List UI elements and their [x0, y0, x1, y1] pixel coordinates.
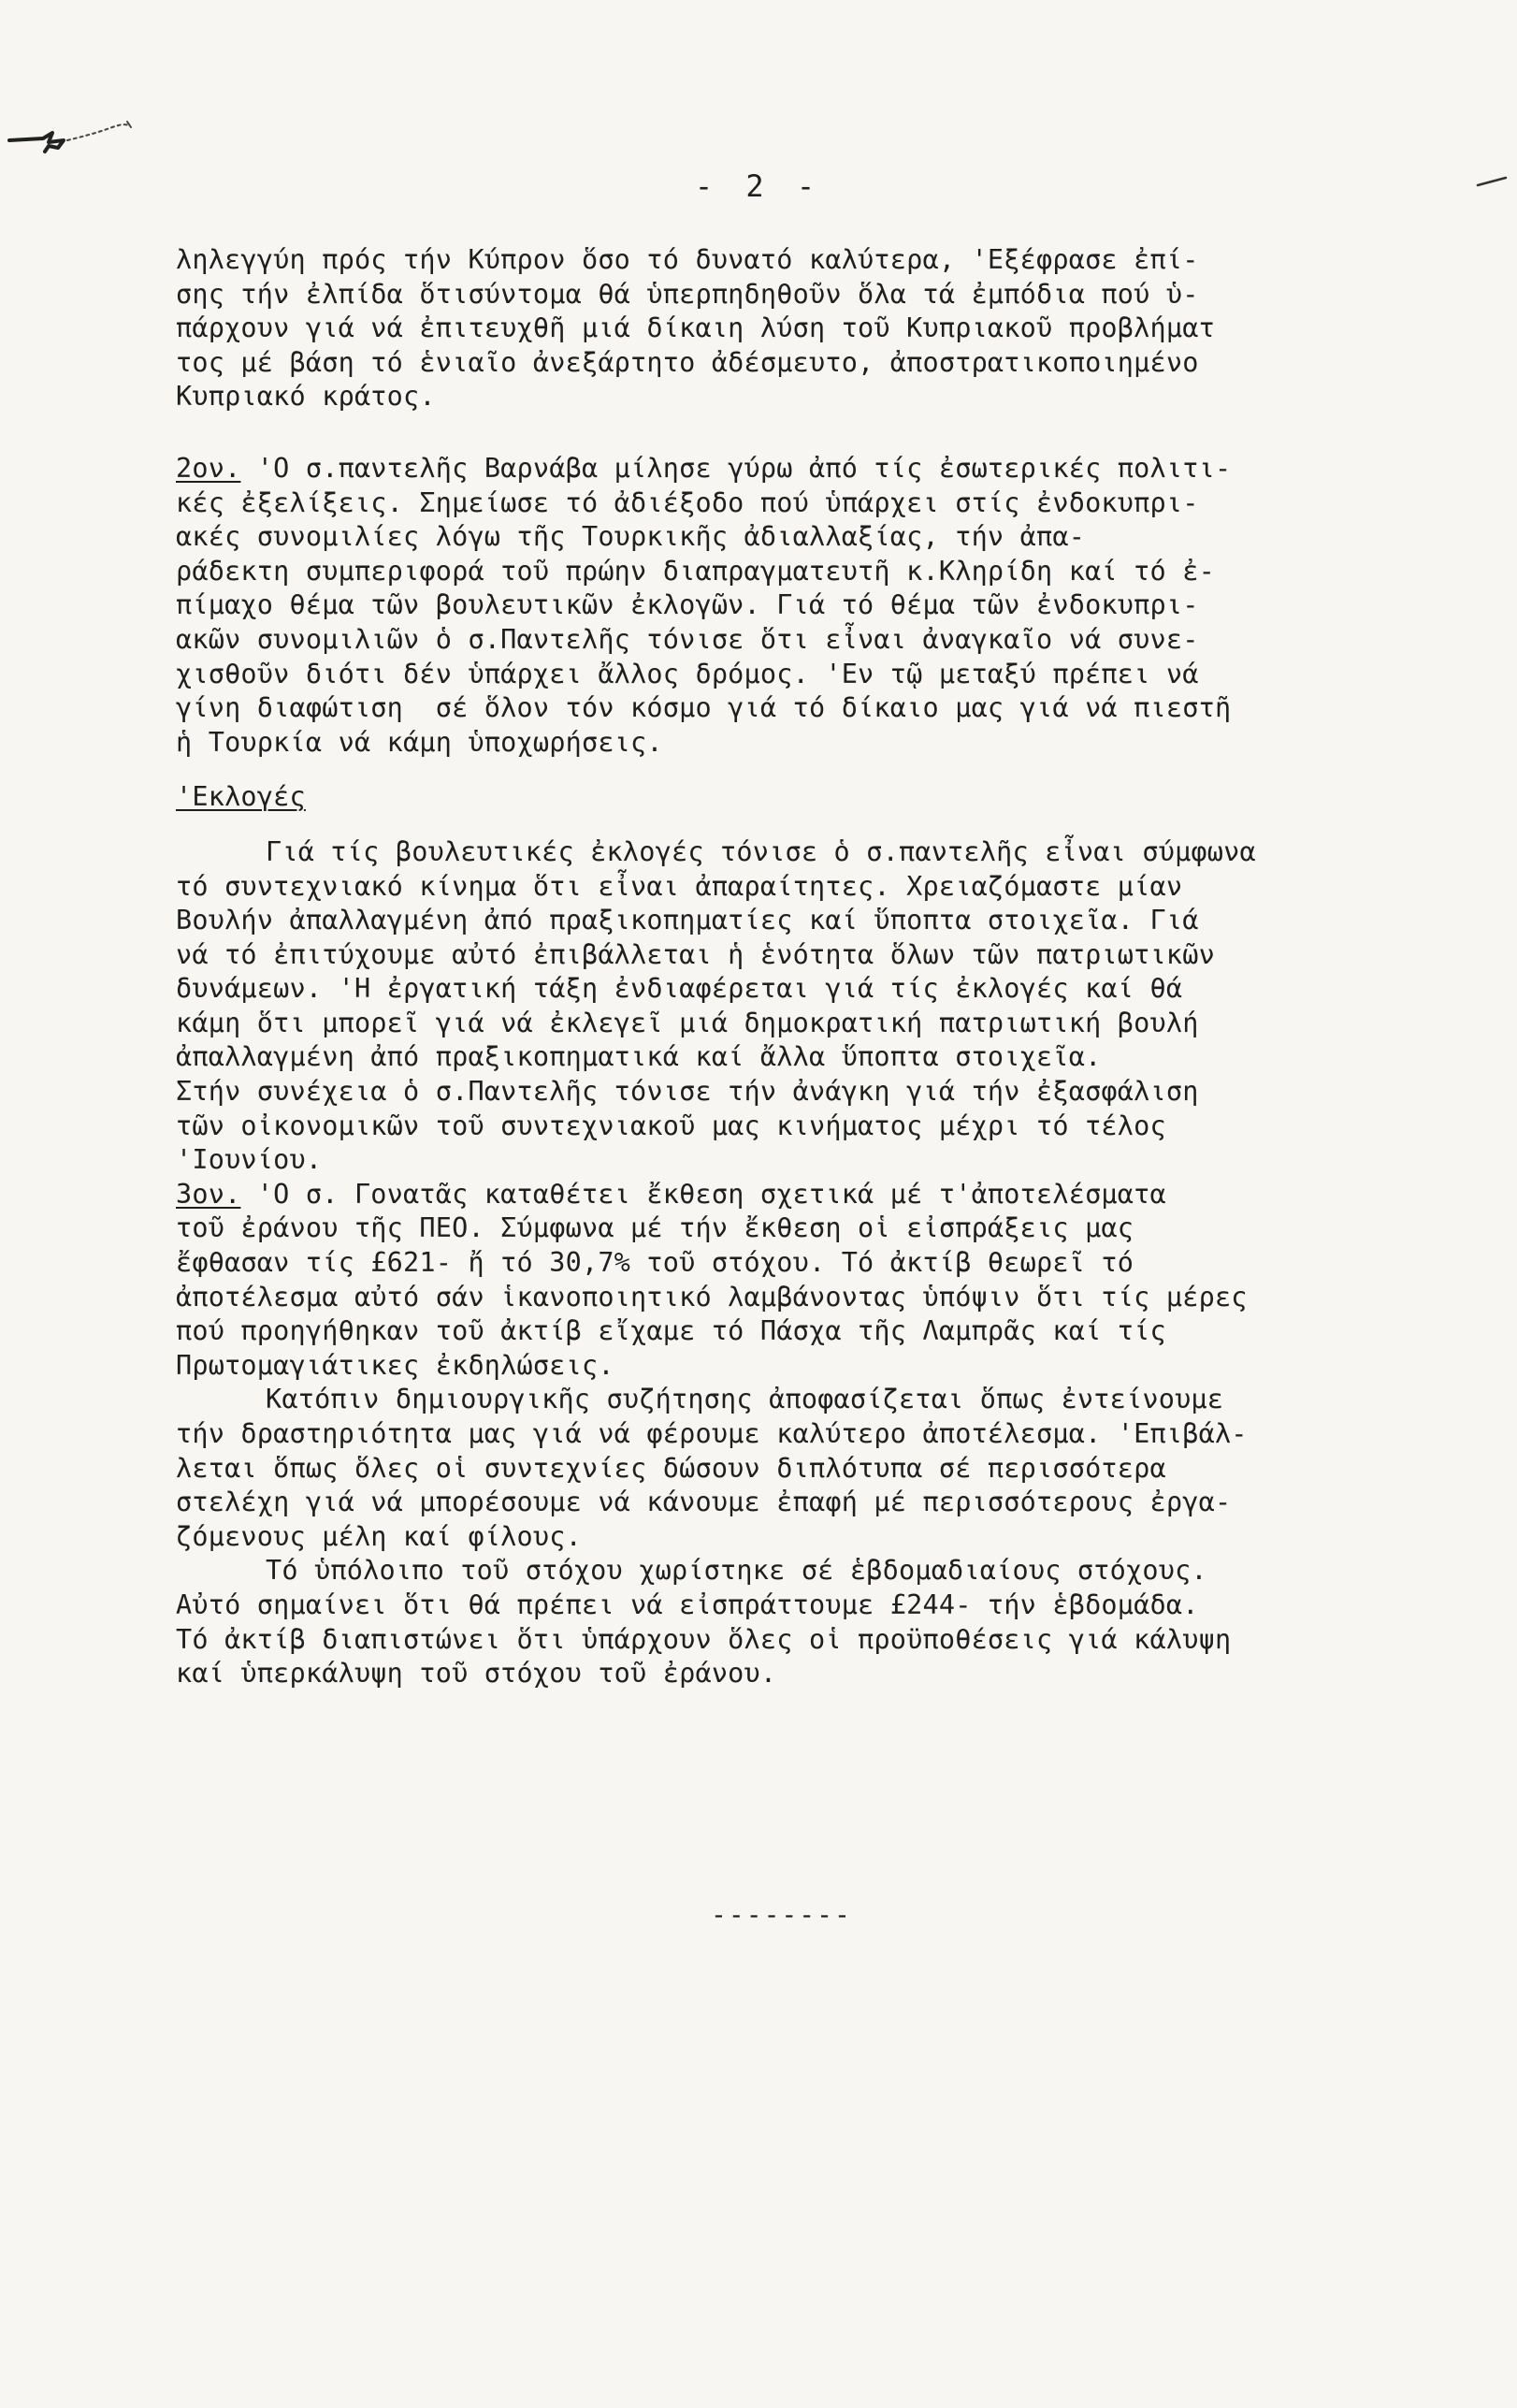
text-line: ἀποτέλεσμα αὐτό σάν ἱκανοποιητικό λαμβάνοντας ὑπόψιν ὅτι τίς μέρες: [176, 1281, 1248, 1313]
text-line: πίμαχο θέμα τῶν βουλευτικῶν ἐκλογῶν. Γιά τό θέμα τῶν ἐνδοκυπρι-: [176, 589, 1199, 621]
text-line: Τό ὑπόλοιπο τοῦ στόχου χωρίστηκε σέ ἑβδομαδιαίους στόχους.: [266, 1555, 1207, 1587]
text-line: λεται ὅπως ὅλες οἱ συντεχνίες δώσουν διπλότυπα σέ περισσότερα: [176, 1452, 1166, 1484]
text-line: καί ὑπερκάλυψη τοῦ στόχου τοῦ ἐράνου.: [176, 1658, 777, 1690]
text-line: κάμη ὅτι μπορεῖ γιά νά ἐκλεγεῖ μιά δημοκρατική πατριωτική βουλή: [176, 1007, 1199, 1038]
section-3: [176, 1178, 1420, 1691]
text-line: τό συντεχνιακό κίνημα ὅτι εἶναι ἀπαραίτητες. Χρειαζόμαστε μίαν: [176, 870, 1183, 902]
text-line: νά τό ἐπιτύχουμε αὐτό ἐπιβάλλεται ἡ ἑνότητα ὅλων τῶν πατριωτικῶν: [176, 938, 1215, 970]
text-line: τῶν οἰκονομικῶν τοῦ συντεχνιακοῦ μας κινήματος μέχρι τό τέλος: [176, 1110, 1166, 1141]
text-line: τοῦ ἐράνου τῆς ΠΕΟ. Σύμφωνα μέ τήν ἔκθεση οἱ εἰσπράξεις μας: [176, 1212, 1134, 1244]
text-line: ζόμενους μέλη καί φίλους.: [176, 1520, 582, 1552]
text-line: δυνάμεων. 'Η ἐργατική τάξη ἐνδιαφέρεται γιά τίς ἐκλογές καί θά: [176, 973, 1183, 1005]
letter-body: [176, 243, 1420, 1691]
text-line: 'Ιουνίου.: [176, 1144, 323, 1176]
text-line: Αὐτό σημαίνει ὅτι θά πρέπει νά εἰσπράττουμε £244- τήν ἑβδομάδα.: [176, 1588, 1199, 1620]
section-2-label: 2ον.: [176, 452, 241, 484]
text-line: ληλεγγύη πρός τήν Κύπρον ὅσο τό δυνατό καλύτερα, 'Εξέφρασε ἐπί-: [176, 244, 1199, 275]
text-line: σης τήν ἐλπίδα ὅτισύντομα θά ὑπερπηδηθοῦν ὅλα τά ἐμπόδια πού ὑ-: [176, 278, 1199, 310]
paragraph-spacer: [176, 760, 1420, 780]
section-3-label: 3ον.: [176, 1178, 241, 1210]
text-line: ράδεκτη συμπεριφορά τοῦ πρώην διαπραγματευτῆ κ.Κληρίδη καί τό ἐ-: [176, 555, 1215, 587]
text-line: πάρχουν γιά νά ἐπιτευχθῆ μιά δίκαιη λύση τοῦ Κυπριακοῦ προβλήματ: [176, 312, 1215, 344]
elections-heading: 'Εκλογές: [176, 781, 306, 813]
paragraph-spacer: [176, 815, 1420, 835]
elections-paragraph: [176, 835, 1420, 1178]
page-number: - 2 -: [694, 168, 823, 204]
elections-heading-line: [176, 780, 1420, 815]
text-line: Γιά τίς βουλευτικές ἐκλογές τόνισε ὁ σ.παντελῆς εἶναι σύμφωνα: [266, 835, 1256, 867]
text-line: Πρωτομαγιάτικες ἐκδηλώσεις.: [176, 1349, 614, 1381]
text-line: ἀπαλλαγμένη ἀπό πραξικοπηματικά καί ἄλλα ὕποπτα στοιχεῖα.: [176, 1041, 1102, 1073]
section-2: [176, 452, 1420, 760]
text-line: τήν δραστηριότητα μας γιά νά φέρουμε καλύτερο ἀποτέλεσμα. 'Επιβάλ-: [176, 1418, 1248, 1449]
text-line: Στήν συνέχεια ὁ σ.Παντελῆς τόνισε τήν ἀνάγκη γιά τήν ἐξασφάλιση: [176, 1076, 1199, 1108]
paragraph-spacer: [176, 414, 1420, 452]
text-line: ακές συνομιλίες λόγω τῆς Τουρκικῆς ἀδιαλλαξίας, τήν ἀπα-: [176, 521, 1086, 553]
text-line: ακῶν συνομιλιῶν ὁ σ.Παντελῆς τόνισε ὅτι εἶναι ἀναγκαῖο νά συνε-: [176, 623, 1199, 655]
text-line: Τό ἀκτίβ διαπιστώνει ὅτι ὑπάρχουν ὅλες οἱ προϋποθέσεις γιά κάλυψη: [176, 1623, 1232, 1655]
section-3-first-line: [176, 1178, 1420, 1212]
closing-rule: --------: [711, 1899, 852, 1930]
text-line: πού προηγήθηκαν τοῦ ἀκτίβ εἴχαμε τό Πάσχα τῆς Λαμπρᾶς καί τίς: [176, 1315, 1166, 1347]
text-line: Βουλήν ἀπαλλαγμένη ἀπό πραξικοπηματίες καί ὕποπτα στοιχεῖα. Γιά: [176, 905, 1199, 936]
text-line: χισθοῦν διότι δέν ὑπάρχει ἄλλος δρόμος. 'Εν τῷ μεταξύ πρέπει νά: [176, 658, 1199, 689]
text-line: ἡ Τουρκία νά κάμη ὑποχωρήσεις.: [176, 726, 663, 758]
text-line: Κατόπιν δημιουργικῆς συζήτησης ἀποφασίζεται ὅπως ἐντείνουμε: [266, 1384, 1224, 1415]
paragraph-solidarity: [176, 243, 1420, 414]
section-2-first-line: [176, 452, 1420, 486]
section-3-first-text: 'Ο σ. Γονατᾶς καταθέτει ἔκθεση σχετικά μέ τ'ἀποτελέσματα: [240, 1178, 1166, 1210]
section-2-first-text: 'Ο σ.παντελῆς Βαρνάβα μίλησε γύρω ἀπό τίς ἐσωτερικές πολιτι-: [240, 452, 1232, 484]
text-line: στελέχη γιά νά μπορέσουμε νά κάνουμε ἐπαφή μέ περισσότερους ἐργα-: [176, 1487, 1232, 1518]
text-line: τος μέ βάση τό ἑνιαῖο ἀνεξάρτητο ἀδέσμευτο, ἀποστρατικοποιημένο: [176, 346, 1199, 378]
text-line: κές ἐξελίξεις. Σημείωσε τό ἀδιέξοδο πού ὑπάρχει στίς ἐνδοκυπρι-: [176, 486, 1199, 518]
handwritten-arrow-mark: [7, 120, 138, 157]
text-line: Κυπριακό κράτος.: [176, 381, 436, 413]
text-line: γίνη διαφώτιση σέ ὅλον τόν κόσμο γιά τό δίκαιο μας γιά νά πιεστῆ: [176, 692, 1232, 724]
text-line: ἔφθασαν τίς £621- ἤ τό 30,7% τοῦ στόχου. Τό ἀκτίβ θεωρεῖ τό: [176, 1247, 1134, 1279]
